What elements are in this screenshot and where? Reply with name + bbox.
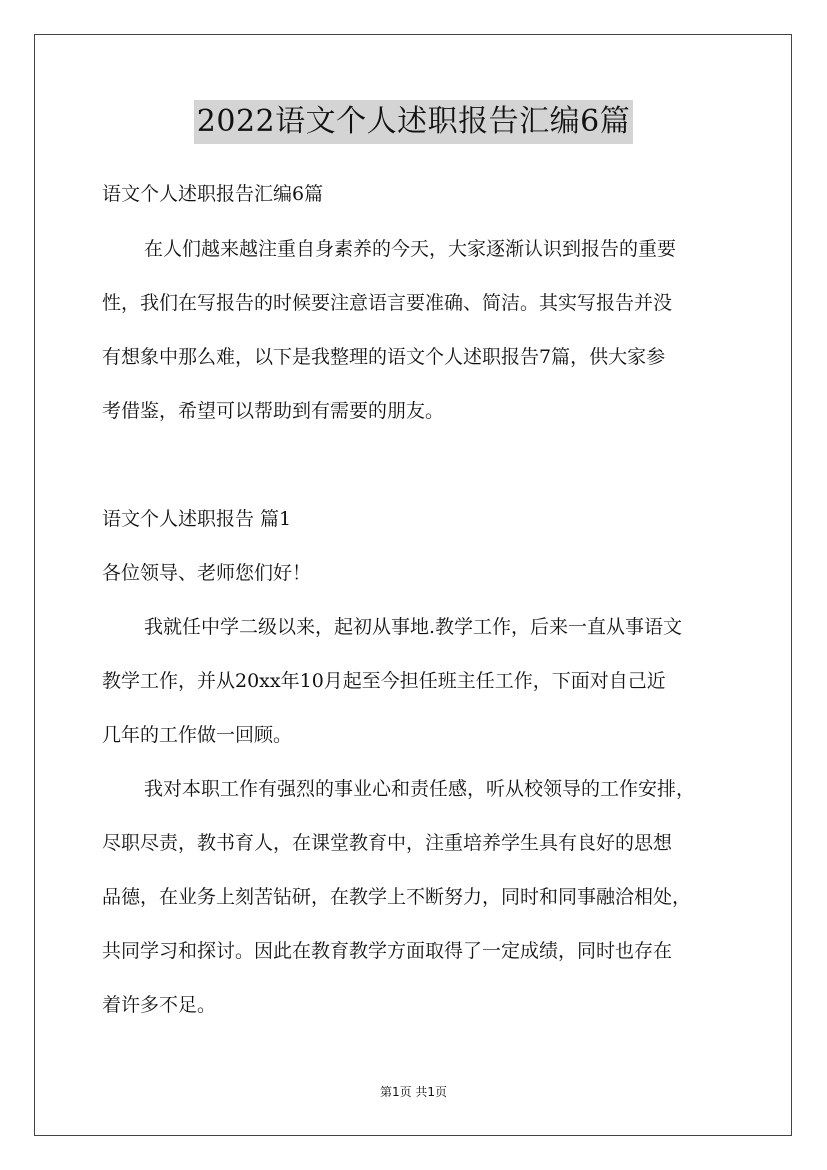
section-heading: 语文个人述职报告 篇1: [102, 508, 292, 530]
paragraph-line: 几年的工作做一回顾。: [102, 724, 293, 746]
intro-line: 性，我们在写报告的时候要注意语言要准确、简洁。其实写报告并没: [102, 292, 673, 314]
paragraph-line: 尽职尽责，教书育人，在课堂教育中，注重培养学生具有良好的思想: [102, 832, 673, 854]
paragraph-line: 我对本职工作有强烈的事业心和责任感，听从校领导的工作安排，: [144, 778, 696, 800]
paragraph-line: 我就任中学二级以来，起初从事地.教学工作，后来一直从事语文: [144, 616, 683, 638]
paragraph-line: 品德，在业务上刻苦钻研，在教学上不断努力，同时和同事融洽相处，: [102, 886, 692, 908]
intro-line: 有想象中那么难，以下是我整理的语文个人述职报告7篇，供大家参: [102, 346, 666, 368]
intro-line: 考借鉴，希望可以帮助到有需要的朋友。: [102, 400, 445, 422]
greeting: 各位领导、老师您们好！: [102, 562, 312, 584]
paragraph-line: 共同学习和探讨。因此在教育教学方面取得了一定成绩，同时也存在: [102, 940, 673, 962]
document-title: 2022语文个人述职报告汇编6篇: [194, 100, 633, 144]
paragraph-line: 着许多不足。: [102, 994, 217, 1016]
paragraph-line: 教学工作，并从20xx年10月起至今担任班主任工作，下面对自己近: [102, 670, 666, 692]
intro-line: 在人们越来越注重自身素养的今天，大家逐渐认识到报告的重要: [144, 238, 677, 260]
page-number-footer: 第1页 共1页: [379, 1085, 448, 1099]
title-container: [0, 100, 827, 144]
document-subtitle: 语文个人述职报告汇编6篇: [102, 183, 324, 205]
